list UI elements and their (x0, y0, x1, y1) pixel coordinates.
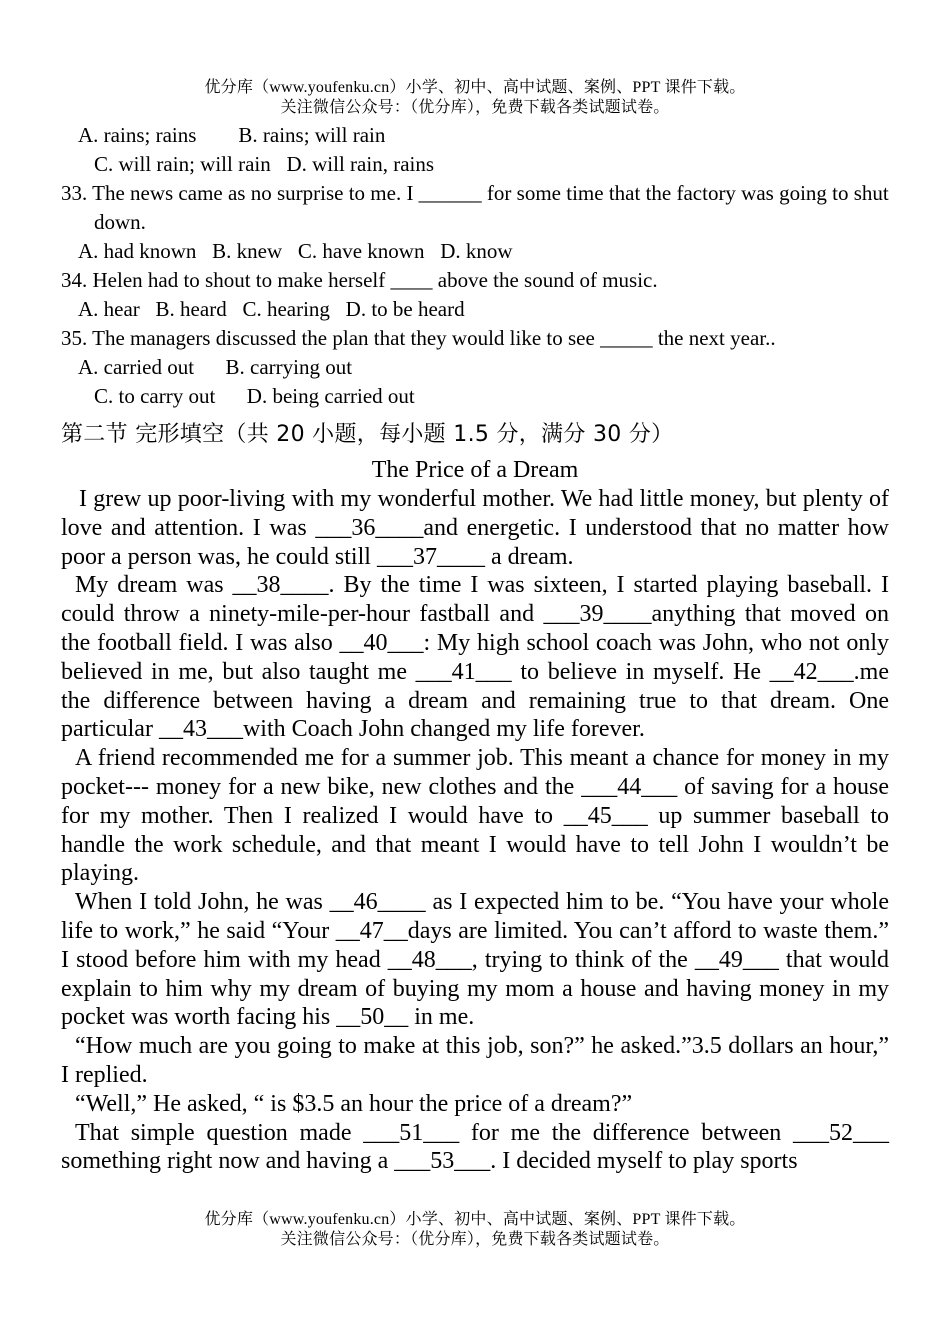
question-33 (61, 179, 889, 266)
q35-options-cd: C. to carry out D. being carried out (94, 384, 415, 408)
page-footer (0, 1210, 950, 1250)
question-34 (61, 266, 889, 324)
section-title: 第二节 完形填空（共 20 小题，每小题 1.5 分，满分 30 分） (61, 422, 674, 447)
footer-line-1: 优分库（www.youfenku.cn）小学、初中、高中试题、案例、PPT 课件下载。 (204, 1211, 746, 1228)
page-header (0, 78, 950, 118)
question-35 (61, 324, 889, 411)
passage-paragraph-4: When I told John, he was __46____ as I expected him to be. “You have your whole life to work,” he said “Your __47__days are limited. You can’t afford to waste them.” I stood before him with my head __48___, trying to think of the __49___ that would explain to him why my dream of buying my mom a house and having money in my pocket was worth facing his __50__ in me. (61, 889, 889, 1031)
question-32-options (61, 121, 889, 179)
q35-options-ab: A. carried out B. carrying out (78, 355, 353, 379)
passage-paragraph-6: “Well,” He asked, “ is $3.5 an hour the price of a dream?” (75, 1090, 633, 1117)
q32-options-ab: A. rains; rains B. rains; will rain (78, 123, 386, 147)
passage-paragraph-7: That simple question made ___51___ for me the difference between ___52___ something right now and having a ___53___. I decided myself to play sports (61, 1119, 889, 1175)
q33-stem: 33. The news came as no surprise to me. I ______ for some time that the factory was going to shut down. (61, 181, 889, 234)
q32-options-cd: C. will rain; will rain D. will rain, rains (94, 152, 435, 176)
passage-paragraph-1: I grew up poor-living with my wonderful mother. We had little money, but plenty of love and attention. I was ___36____and energetic. I understood that no matter how poor a person was, he could still ___37____ a dream. (61, 486, 889, 570)
q34-options: A. hear B. heard C. hearing D. to be heard (78, 297, 465, 321)
passage-paragraph-5: “How much are you going to make at this job, son?” he asked.”3.5 dollars an hour,” I replied. (61, 1033, 889, 1088)
q35-stem: 35. The managers discussed the plan that they would like to see _____ the next year.. (61, 326, 776, 350)
header-line-1: 优分库（www.youfenku.cn）小学、初中、高中试题、案例、PPT 课件下载。 (204, 79, 746, 96)
footer-line-2: 关注微信公众号：（优分库），免费下载各类试题试卷。 (280, 1231, 670, 1248)
header-line-2: 关注微信公众号：（优分库），免费下载各类试题试卷。 (280, 99, 670, 116)
document-body (61, 121, 889, 1176)
q33-options: A. had known B. knew C. have known D. know (78, 239, 513, 263)
passage-title: The Price of a Dream (371, 457, 579, 483)
q34-stem: 34. Helen had to shout to make herself ____ above the sound of music. (61, 268, 658, 292)
passage-paragraph-2: My dream was __38____. By the time I was sixteen, I started playing baseball. I could throw a ninety-mile-per-hour fastball and ___39____anything that moved on the football field. I was also __40___: My high school coach was John, who not only believed in me, but also taught me ___41___ to believe in myself. He __42___.me the difference between having a dream and remaining true to that dream. One particular __43___with Coach John changed my life forever. (61, 572, 889, 743)
passage-paragraph-3: A friend recommended me for a summer job. This meant a chance for money in my pocket--- money for a new bike, new clothes and the ___44___ of saving for a house for my mother. Then I realized I would have to __45___ up summer baseball to handle the work schedule, and that meant I would have to tell John I wouldn’t be playing. (61, 745, 889, 887)
